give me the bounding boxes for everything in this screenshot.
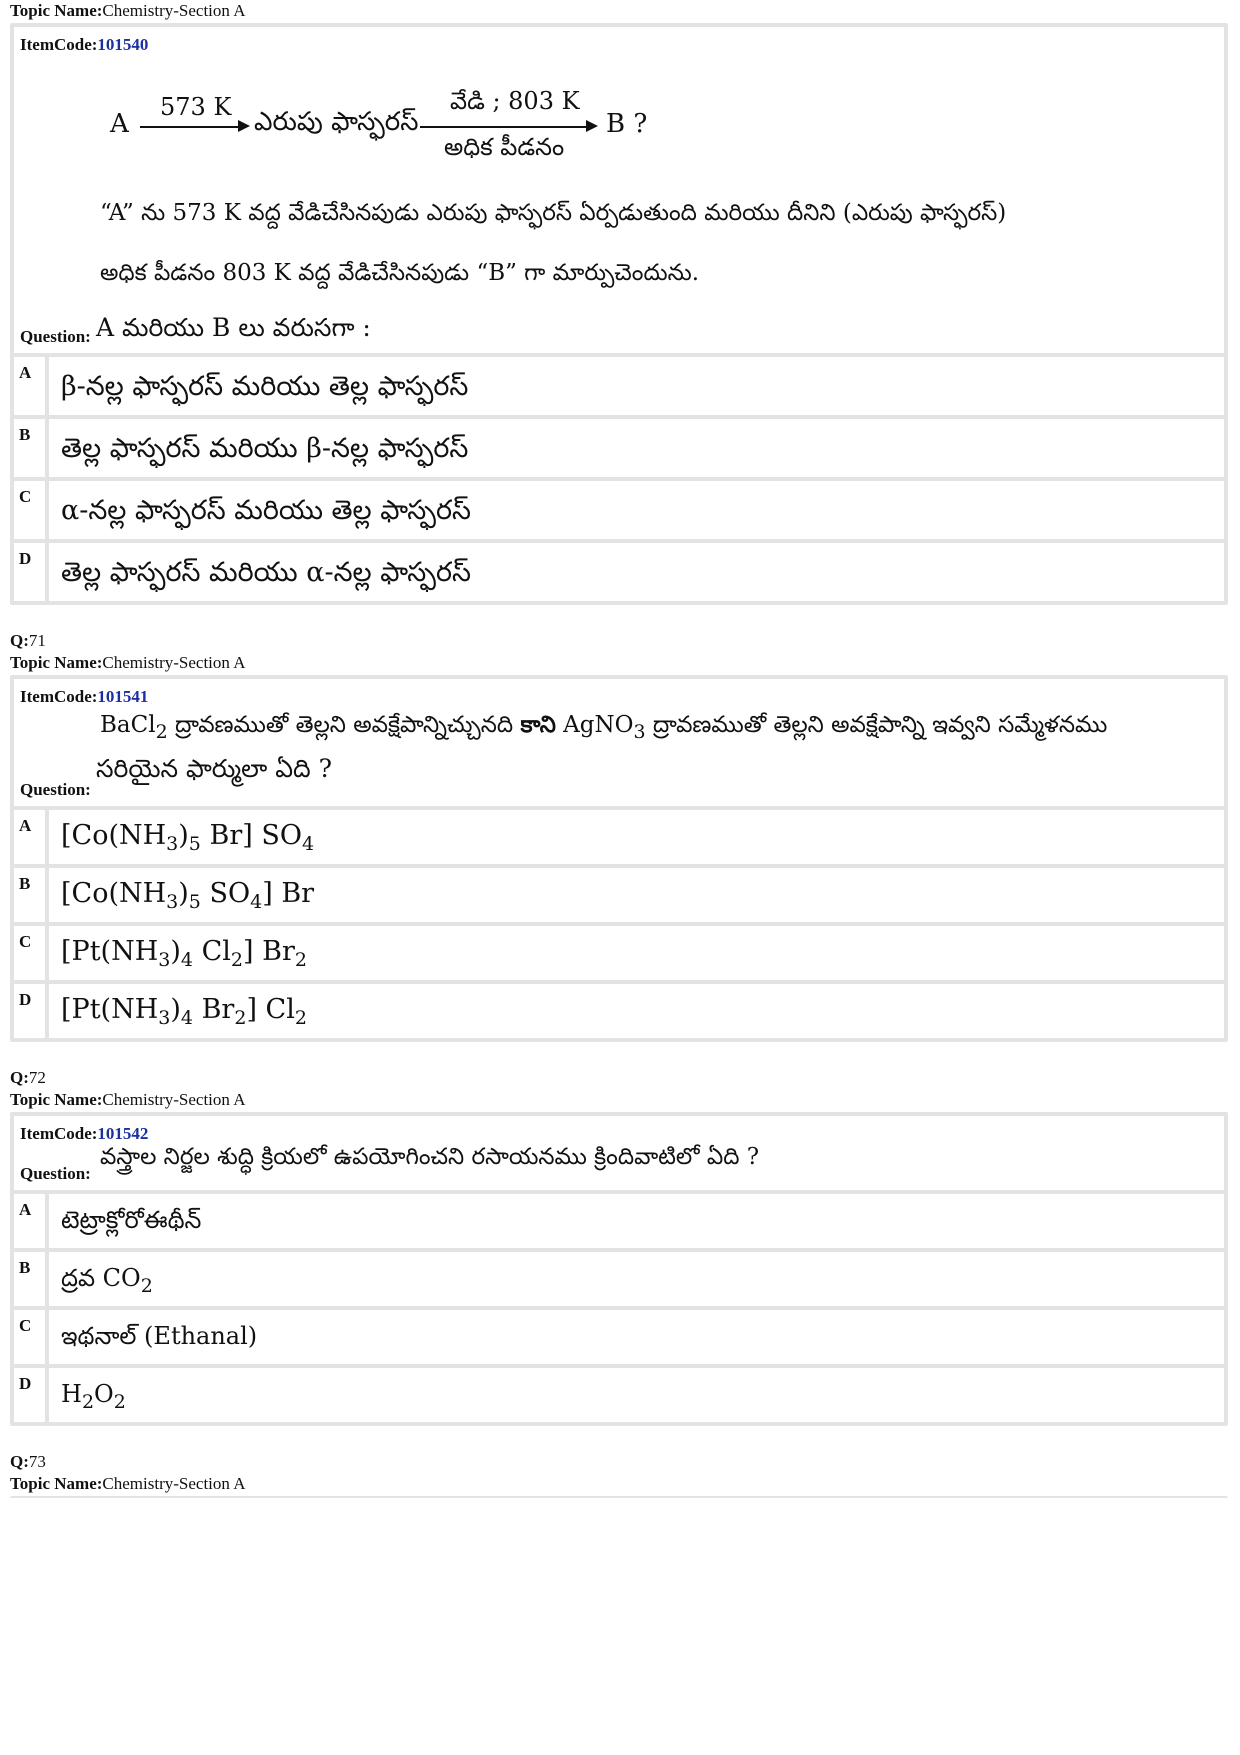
question-text: సరియైన ఫార్ములా ఏది ? xyxy=(96,754,333,783)
formula-sub: 4 xyxy=(180,949,193,971)
option-key: B xyxy=(14,419,49,477)
formula-sub: 4 xyxy=(250,891,263,913)
q-label: Q: xyxy=(10,1452,29,1471)
stmt-part: AgNO xyxy=(555,712,634,738)
formula-part: ) xyxy=(170,994,181,1025)
question-number-line xyxy=(10,1067,1228,1089)
formula-part: Cl xyxy=(193,936,231,967)
option-text xyxy=(49,1252,153,1306)
option-key: C xyxy=(14,926,49,980)
arrowhead-1 xyxy=(238,120,250,132)
formula-sub: 4 xyxy=(180,1007,193,1029)
option-part: టెట్రాక్లోరోఈథీన్ xyxy=(61,1206,202,1234)
formula-sub: 4 xyxy=(301,833,315,855)
option-c[interactable] xyxy=(14,926,1224,984)
statement-line-1: “A” ను 573 K వద్ద వేడిచేసినపుడు ఎరుపు ఫాస్ఫరస్ ఏర్పడుతుంది మరియు దీనిని (ఎరుపు ఫాస్ఫరస్) xyxy=(100,200,1007,226)
formula-sub: 2 xyxy=(294,1007,307,1029)
topic-label: Topic Name: xyxy=(10,1474,103,1493)
question-label: Question: xyxy=(20,1164,91,1183)
stmt-part: ద్రావణముతో తెల్లని అవక్షేపాన్నిచ్చునది xyxy=(167,712,521,738)
option-key: D xyxy=(14,543,49,601)
itemcode-value: 101542 xyxy=(97,1124,149,1143)
option-key: C xyxy=(14,481,49,539)
formula-part: ] Br xyxy=(262,878,315,909)
formula-part: ) xyxy=(178,878,189,909)
option-a[interactable] xyxy=(14,357,1224,419)
formula-sub: 5 xyxy=(188,833,201,855)
option-text: తెల్ల ఫాస్ఫరస్ మరియు α-నల్ల ఫాస్ఫరస్ xyxy=(61,557,471,588)
intermediate: ఎరుపు ఫాస్ఫరస్ xyxy=(254,107,419,137)
topic-line xyxy=(10,1473,1228,1495)
formula-part: [Co(NH xyxy=(61,820,167,851)
exam-page xyxy=(10,0,1228,1501)
itemcode-label: ItemCode: xyxy=(20,687,98,706)
stmt-bold: కాని xyxy=(520,711,556,738)
question-label: Question: xyxy=(20,327,91,346)
q-number: 71 xyxy=(28,631,46,650)
option-b[interactable] xyxy=(14,1252,1224,1310)
option-key: B xyxy=(14,868,49,922)
question-card-top-edge xyxy=(10,1496,1228,1501)
arrow-1 xyxy=(140,126,240,128)
formula-sub: 3 xyxy=(158,949,171,971)
formula-part: O xyxy=(94,1380,114,1408)
option-key: D xyxy=(14,1368,49,1422)
stmt-sub: 2 xyxy=(155,721,168,743)
question-row xyxy=(14,754,1224,810)
option-key: C xyxy=(14,1310,49,1364)
topic-label: Topic Name: xyxy=(10,1090,103,1109)
statement xyxy=(14,183,1224,303)
reaction-scheme xyxy=(14,57,1224,177)
formula-sub: 2 xyxy=(140,1275,153,1297)
statement xyxy=(14,703,1224,754)
formula-sub: 3 xyxy=(166,891,179,913)
stmt-part: BaCl xyxy=(100,712,156,738)
option-d[interactable] xyxy=(14,543,1224,601)
question-card xyxy=(10,23,1228,605)
option-c[interactable] xyxy=(14,481,1224,543)
option-key: B xyxy=(14,1252,49,1306)
formula-part: Br xyxy=(193,994,235,1025)
formula-sub: 2 xyxy=(294,949,307,971)
option-key: A xyxy=(14,357,49,415)
question-row xyxy=(14,1146,1224,1194)
question-row xyxy=(14,303,1224,357)
itemcode-label: ItemCode: xyxy=(20,35,98,54)
option-d[interactable] xyxy=(14,984,1224,1038)
condition-heat: వేడి ; 803 K xyxy=(450,87,580,115)
formula-part: Br] SO xyxy=(200,820,302,851)
stmt-sub: 3 xyxy=(633,721,646,743)
condition-temperature: 573 K xyxy=(160,93,232,121)
arrowhead-2 xyxy=(586,120,598,132)
formula-part: [Pt(NH xyxy=(61,994,159,1025)
option-text xyxy=(49,1368,126,1422)
option-text xyxy=(49,1194,201,1248)
formula-part: ] Cl xyxy=(246,994,295,1025)
formula-sub: 3 xyxy=(166,833,179,855)
question-number-line xyxy=(10,1451,1228,1473)
question-card xyxy=(10,675,1228,1042)
q-number: 73 xyxy=(28,1452,46,1471)
option-text: α-నల్ల ఫాస్ఫరస్ మరియు తెల్ల ఫాస్ఫరస్ xyxy=(61,495,471,526)
question-card xyxy=(10,1112,1228,1426)
question-text: వస్త్రాల నిర్జల శుద్ధి క్రియలో ఉపయోగించని రసాయనము క్రిందివాటిలో ఏది ? xyxy=(100,1144,760,1170)
q-label: Q: xyxy=(10,631,29,650)
option-c[interactable] xyxy=(14,1310,1224,1368)
formula-part: [Co(NH xyxy=(61,878,167,909)
formula-sub: 5 xyxy=(188,891,201,913)
topic-value: Chemistry-Section A xyxy=(102,1,246,20)
itemcode-label: ItemCode: xyxy=(20,1124,98,1143)
topic-line xyxy=(10,1089,1228,1111)
option-key: A xyxy=(14,810,49,864)
option-key: A xyxy=(14,1194,49,1248)
arrow-2 xyxy=(420,126,588,128)
itemcode-line xyxy=(14,27,1224,57)
topic-value: Chemistry-Section A xyxy=(102,1474,246,1493)
option-a[interactable] xyxy=(14,1194,1224,1252)
topic-value: Chemistry-Section A xyxy=(102,653,246,672)
formula-part: SO xyxy=(200,878,251,909)
formula-sub: 2 xyxy=(230,949,243,971)
option-text: β-నల్ల ఫాస్ఫరస్ మరియు తెల్ల ఫాస్ఫరస్ xyxy=(61,371,469,402)
option-text: తెల్ల ఫాస్ఫరస్ మరియు β-నల్ల ఫాస్ఫరస్ xyxy=(61,433,469,464)
q-label: Q: xyxy=(10,1068,29,1087)
condition-pressure: అధిక పీడనం xyxy=(444,133,565,161)
q-number: 72 xyxy=(28,1068,46,1087)
formula-sub: 3 xyxy=(158,1007,171,1029)
option-text xyxy=(49,984,307,1038)
question-text: A మరియు B లు వరుసగా : xyxy=(96,313,371,342)
statement-line-2: అధిక పీడనం 803 K వద్ద వేడిచేసినపుడు “B” గా మార్పుచెందును. xyxy=(100,260,700,286)
option-key: D xyxy=(14,984,49,1038)
itemcode-line xyxy=(14,1116,1224,1146)
product: B ? xyxy=(606,109,648,139)
formula-part: ) xyxy=(178,820,189,851)
option-text xyxy=(49,868,314,922)
topic-line xyxy=(10,652,1228,674)
itemcode-value: 101541 xyxy=(97,687,149,706)
formula-sub: 2 xyxy=(113,1391,126,1413)
itemcode-value: 101540 xyxy=(97,35,149,54)
option-part: ద్రవ CO xyxy=(61,1264,141,1292)
formula-part: ] Br xyxy=(242,936,295,967)
stmt-part: ద్రావణముతో తెల్లని అవక్షేపాన్ని ఇవ్వని సమ్మేళనము xyxy=(645,712,1108,738)
option-a[interactable] xyxy=(14,810,1224,868)
topic-label: Topic Name: xyxy=(10,653,103,672)
formula-sub: 2 xyxy=(234,1007,247,1029)
formula-part: ) xyxy=(170,936,181,967)
option-d[interactable] xyxy=(14,1368,1224,1422)
option-part: ఇథనాల్ (Ethanal) xyxy=(61,1322,258,1350)
topic-line xyxy=(10,0,1228,22)
option-text xyxy=(49,926,307,980)
option-b[interactable] xyxy=(14,868,1224,926)
option-text xyxy=(49,1310,257,1364)
formula-part: [Pt(NH xyxy=(61,936,159,967)
topic-value: Chemistry-Section A xyxy=(102,1090,246,1109)
question-number-line xyxy=(10,630,1228,652)
question-label: Question: xyxy=(20,780,91,799)
option-text xyxy=(49,810,314,864)
topic-label: Topic Name: xyxy=(10,1,103,20)
option-b[interactable] xyxy=(14,419,1224,481)
formula-part: H xyxy=(61,1380,82,1408)
formula-sub: 2 xyxy=(81,1391,95,1413)
reactant: A xyxy=(110,109,129,139)
